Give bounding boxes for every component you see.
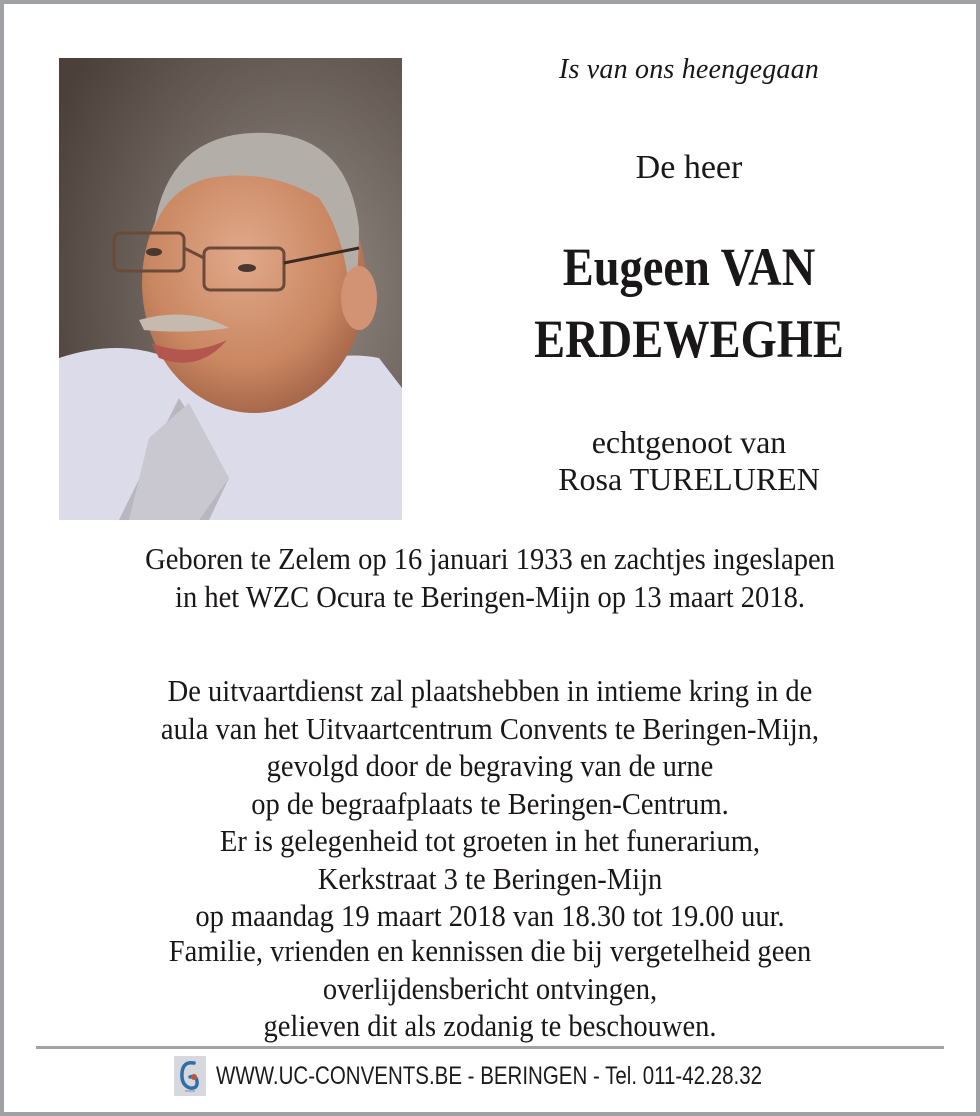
text-line: Kerkstraat 3 te Beringen-Mijn [317, 860, 663, 896]
deceased-name-line2: ERDEWEGHE [534, 308, 844, 369]
text-line: Familie, vrienden en kennissen die bij vergetelheid geen [168, 933, 812, 968]
contact-info: WWW.UC-CONVENTS.BE - BERINGEN - Tel. 011-42.28.32 [216, 1061, 763, 1090]
text-line: overlijdensbericht ontvingen, [322, 970, 658, 1006]
text-line: in het WZC Ocura te Beringen-Mijn op 13 maart 2018. [175, 578, 805, 614]
honorific: De heer [635, 149, 743, 186]
deceased-name [461, 232, 917, 376]
text-line: Geboren te Zelem op 16 januari 1933 en zachtjes ingeslapen [145, 541, 835, 576]
text-line: gelieven dit als zodanig te beschouwen. [263, 1008, 717, 1043]
spouse-name: Rosa TURELUREN [558, 461, 820, 498]
text-line: op maandag 19 maart 2018 van 18.30 tot 19.00 uur. [195, 898, 785, 933]
footer-divider [36, 1046, 944, 1049]
uc-convents-logo-icon [174, 1056, 206, 1096]
notice-paragraph [43, 932, 937, 1045]
text-line: De uitvaartdienst zal plaatshebben in intieme kring in de [167, 673, 813, 708]
intro-text: Is van ons heengegaan [558, 54, 820, 85]
text-line: Er is gelegenheid tot groeten in het funerarium, [219, 823, 761, 858]
spouse-block [424, 424, 954, 499]
spouse-label: echtgenoot van [591, 424, 787, 460]
text-line: aula van het Uitvaartcentrum Convents te Beringen-Mijn, [160, 710, 820, 746]
footer [4, 1054, 976, 1098]
text-line: gevolgd door de begraving van de urne [266, 748, 714, 783]
portrait-photo [59, 58, 402, 520]
birth-death-paragraph [43, 540, 937, 615]
text-line: op de begraafplaats te Beringen-Centrum. [251, 785, 729, 821]
deceased-name-line1: Eugeen VAN [562, 237, 816, 297]
obituary-page [4, 4, 976, 1112]
portrait-illustration [59, 58, 402, 520]
funeral-service-paragraph [43, 672, 937, 935]
